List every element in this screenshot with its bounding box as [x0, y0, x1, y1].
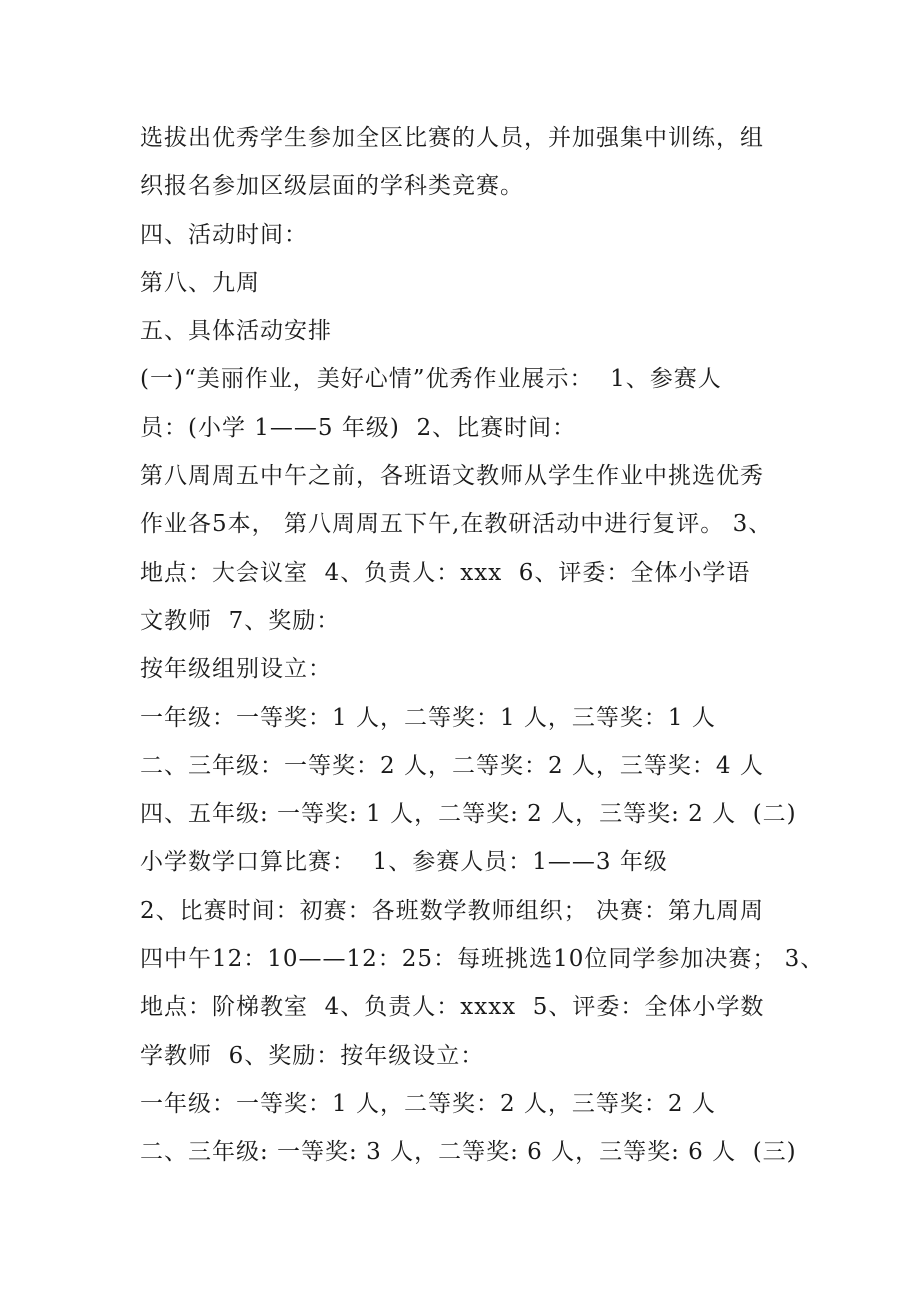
text-line: 选拔出优秀学生参加全区比赛的人员，并加强集中训练，组: [140, 125, 764, 151]
text-line: 一年级：一等奖：1 人，二等奖：1 人，三等奖：1 人: [140, 704, 716, 731]
text-line: 织报名参加区级层面的学科类竞赛。: [140, 173, 524, 200]
text-line: 四中午12：10——12：25：每班挑选10位同学参加决赛； 3、: [140, 946, 825, 973]
text-line: 小学数学口算比赛： 1、参赛人员：1——3 年级: [140, 849, 668, 876]
section-heading: 四、活动时间：: [140, 221, 308, 248]
text-line: 地点：阶梯教室 4、负责人：xxxx 5、评委：全体小学数: [140, 994, 765, 1021]
text-line: 一年级：一等奖：1 人，二等奖：2 人，三等奖：2 人: [140, 1090, 716, 1117]
text-line: 地点：大会议室 4、负责人：xxx 6、评委：全体小学语: [140, 559, 751, 586]
text-line: 文教师 7、奖励：: [140, 607, 341, 634]
text-line: 作业各5本， 第八周周五下午,在教研活动中进行复评。 3、: [140, 511, 773, 538]
text-line: 二、三年级：一等奖：2 人，二等奖：2 人，三等奖：4 人: [140, 752, 764, 779]
section-heading: 五、具体活动安排: [140, 318, 332, 345]
text-line: 第八周周五中午之前，各班语文教师从学生作业中挑选优秀: [140, 463, 764, 490]
text-line: 2、比赛时间：初赛：各班数学教师组织； 决赛：第九周周: [140, 897, 764, 924]
text-line: 按年级组别设立：: [140, 656, 332, 683]
text-line: 二、三年级: 一等奖: 3 人，二等奖: 6 人，三等奖: 6 人 (三): [140, 1139, 797, 1166]
document-body: [140, 114, 825, 1177]
text-line: 学教师 6、奖励：按年级设立：: [140, 1042, 485, 1069]
text-line: 员：(小学 1——5 年级) 2、比赛时间：: [140, 414, 577, 441]
text-line: 第八、九周: [140, 269, 260, 296]
text-line: 四、五年级: 一等奖: 1 人，二等奖: 2 人，三等奖: 2 人 (二): [140, 801, 797, 828]
text-line: (一)“美丽作业，美好心情”优秀作业展示： 1、参赛人: [140, 366, 722, 393]
